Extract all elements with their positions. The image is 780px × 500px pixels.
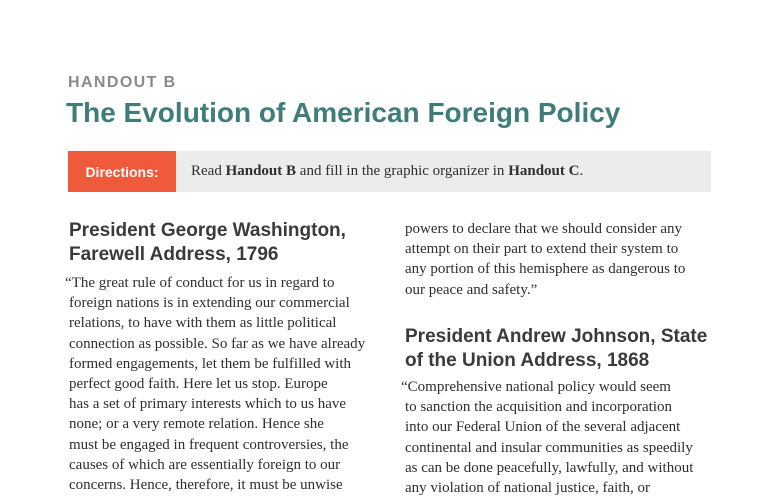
- heading-line: of the Union Address, 1868: [405, 350, 650, 371]
- page-title: The Evolution of American Foreign Policy: [66, 97, 621, 128]
- quote-line: to sanction the acquisition and incorporation: [405, 399, 673, 416]
- directions-text-part-bold: Handout C: [508, 163, 580, 179]
- quote-line: concerns. Hence, therefore, it must be unwise: [69, 477, 343, 494]
- washington-quote: [65, 273, 365, 495]
- quote-line: must be engaged in frequent controversies, the: [69, 436, 349, 453]
- directions-text-part: .: [579, 163, 584, 179]
- quote-line: attempt on their part to extend their system to: [405, 241, 679, 258]
- directions-text: [176, 163, 583, 180]
- directions-label: Directions:: [68, 151, 176, 192]
- quote-line: causes of which are essentially foreign to our: [69, 456, 341, 473]
- quote-line: formed engagements, let them be fulfilled with: [69, 355, 351, 372]
- quote-line: continental and insular communities as speedily: [405, 439, 693, 456]
- directions-text-part: Read: [191, 163, 226, 179]
- directions-bar: [68, 151, 711, 192]
- johnson-quote: [401, 377, 693, 498]
- johnson-heading: [405, 325, 707, 373]
- quote-line: connection as possible. So far as we have already: [69, 335, 366, 352]
- quote-line: foreign nations is in extending our commercial: [69, 295, 350, 312]
- monroe-quote-continued: [405, 219, 685, 300]
- quote-line: as can be done peacefully, lawfully, and without: [405, 459, 694, 476]
- directions-text-part: and fill in the graphic organizer in: [296, 163, 509, 179]
- quote-line: our peace and safety.”: [405, 281, 538, 298]
- quote-line: “Comprehensive national policy would seem: [401, 379, 671, 395]
- heading-line: President George Washington,: [69, 220, 346, 241]
- directions-text-part-bold: Handout B: [225, 163, 297, 179]
- quote-line: has a set of primary interests which to us have: [69, 396, 347, 413]
- quote-line: perfect good faith. Here let us stop. Europe: [69, 376, 328, 393]
- washington-heading: [69, 219, 346, 267]
- heading-line: Farewell Address, 1796: [69, 244, 279, 265]
- quote-line: none; or a very remote relation. Hence she: [69, 416, 324, 433]
- handout-label: HANDOUT B: [68, 74, 177, 91]
- quote-line: powers to declare that we should consider any: [405, 221, 682, 237]
- quote-line: “The great rule of conduct for us in regard to: [65, 275, 335, 291]
- quote-line: relations, to have with them as little political: [69, 315, 337, 332]
- quote-line: any violation of national justice, faith, or: [405, 480, 650, 497]
- quote-line: any portion of this hemisphere as dangerous to: [405, 261, 686, 278]
- quote-line: into our Federal Union of the several adjacent: [405, 419, 681, 436]
- heading-line: President Andrew Johnson, State: [405, 326, 708, 347]
